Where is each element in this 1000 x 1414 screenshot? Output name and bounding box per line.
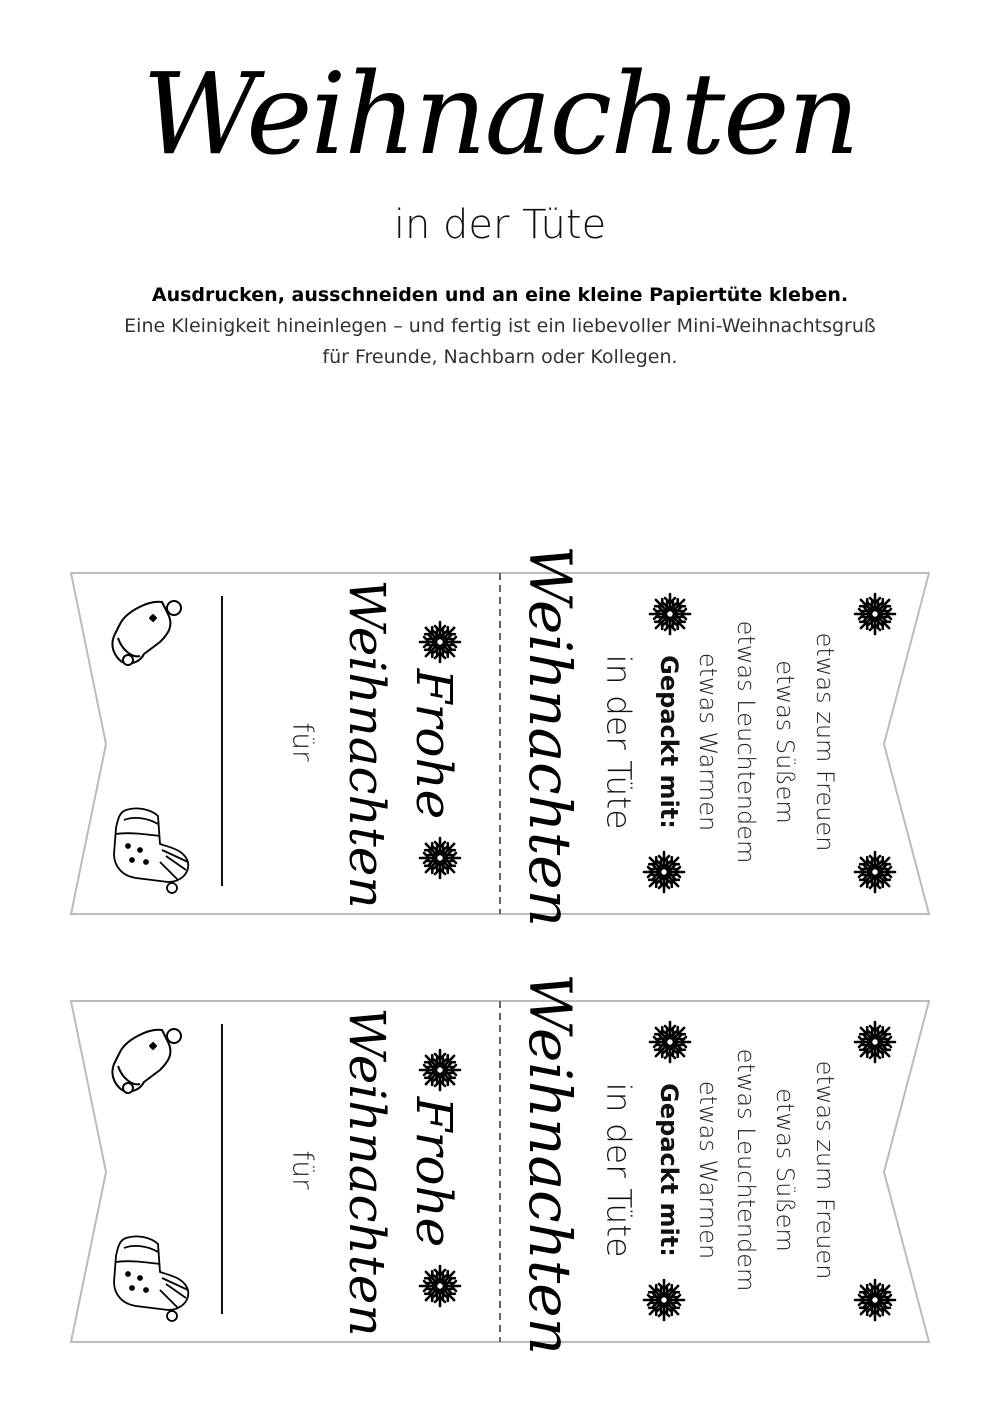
packed-heading: Gepackt mit: [655,655,683,829]
snowflake-icon [418,1264,462,1308]
instruction-bold: Ausdrucken, ausschneiden und an eine kleine Papiertüte kleben. [151,284,849,306]
greeting-weihnachten: Weihnachten [338,1007,396,1337]
tag-outline [70,572,930,916]
packed-heading: Gepackt mit: [655,1083,683,1257]
back-subtitle: in der Tüte [599,1082,639,1258]
tag-outline [70,1000,930,1344]
bell-icon [104,594,194,674]
gift-tag-2 [70,973,930,1355]
back-title: Weihnachten [516,545,584,927]
packed-item: etwas zum Freuen [811,1060,839,1280]
stocking-icon [106,804,196,898]
name-write-line [221,596,223,886]
packed-item: etwas Leuchtendem [732,1048,760,1292]
greeting-weihnachten: Weihnachten [338,579,396,909]
snowflake-icon [418,836,462,880]
name-write-line [221,1024,223,1314]
packed-item: etwas Warmen [694,652,722,832]
instruction-line-2: für Freunde, Nachbarn oder Kollegen. [322,346,678,368]
back-title: Weihnachten [516,973,584,1355]
snowflake-icon [642,850,686,894]
stocking-icon [106,1232,196,1326]
snowflake-icon [853,1278,897,1322]
for-label: für [286,1150,320,1190]
instruction-line-1: Eine Kleinigkeit hineinlegen – und fertig ist ein liebevoller Mini-Weihnachtsgruß [124,315,876,337]
snowflake-icon [853,1020,897,1064]
page-subtitle: in der Tüte [393,202,607,248]
greeting-frohe: Frohe [405,1096,463,1248]
packed-item: etwas Süßem [771,660,799,824]
greeting-frohe: Frohe [405,668,463,820]
snowflake-icon [853,592,897,636]
packed-item: etwas Warmen [694,1080,722,1260]
page-title: Weihnachten [142,50,858,180]
packed-item: etwas Süßem [771,1088,799,1252]
bell-icon [104,1022,194,1102]
for-label: für [286,722,320,762]
snowflake-icon [642,1278,686,1322]
packed-item: etwas Leuchtendem [732,620,760,864]
gift-tag-1 [70,545,930,927]
snowflake-icon [648,1020,692,1064]
packed-item: etwas zum Freuen [811,632,839,852]
snowflake-icon [648,592,692,636]
snowflake-icon [418,1048,462,1092]
snowflake-icon [853,850,897,894]
back-subtitle: in der Tüte [599,654,639,830]
snowflake-icon [418,620,462,664]
